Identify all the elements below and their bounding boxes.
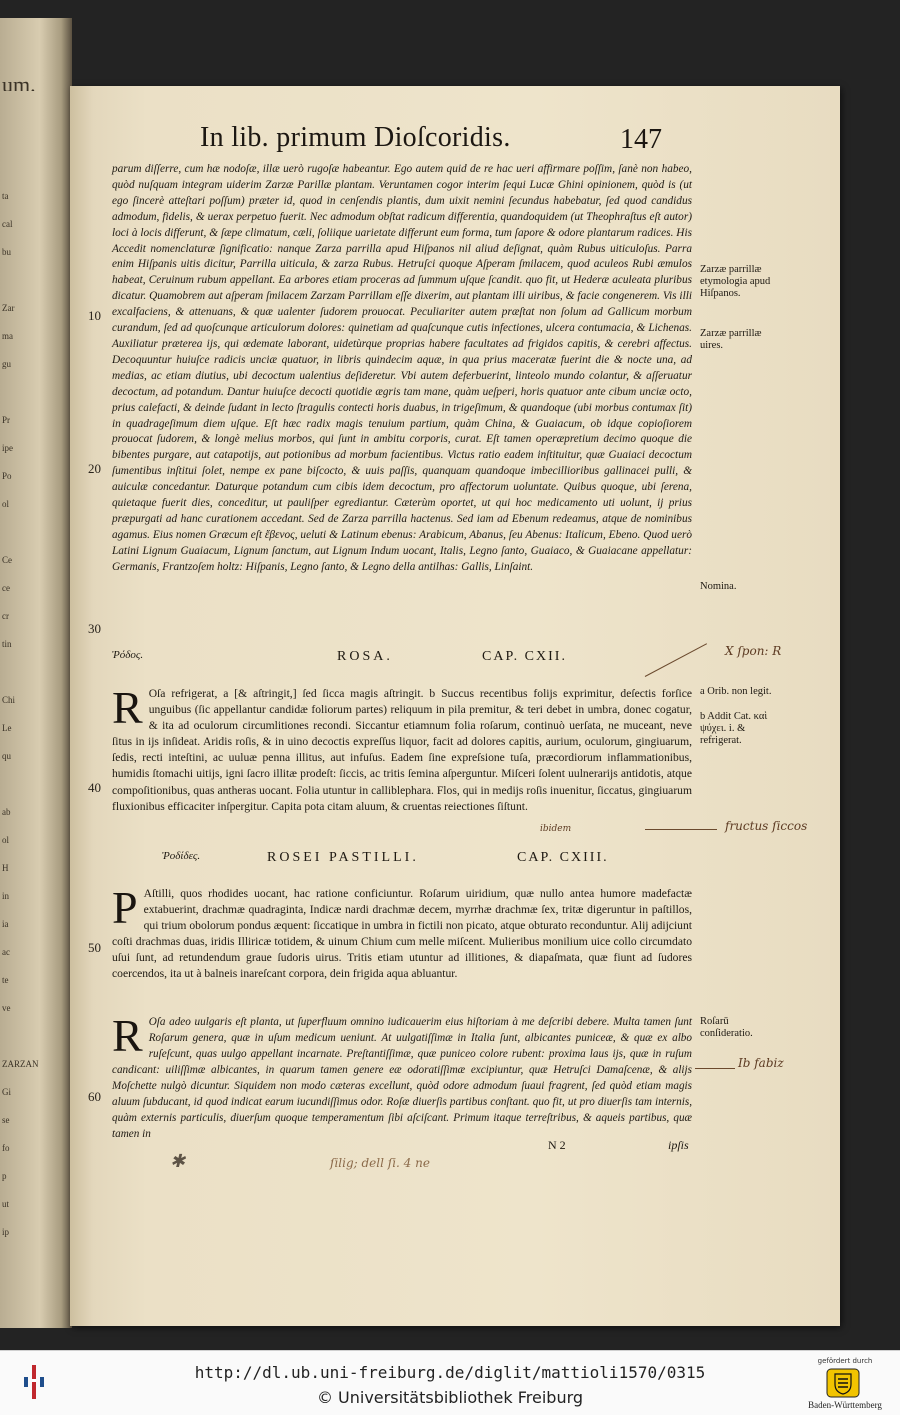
left-page-text-fragment: ia — [2, 919, 9, 929]
pastilli-text: Aſtilli, quos rhodides uocant, hac ratione conficiuntur. Roſarum uiridium, quæ nullo antea humore madefactæ extabuerint, drachmæ quadraginta, Indicæ nardi drachmæ decem, myrrhæ drachmæ ſex, tritæ digeruntur in paſtillos, qui trium obolorum pondus æquent: ſiccatique in umbra in fictili non picato, atque obturato reconduntur. Alij adijciunt coſti drachmas duas, iridis Illiricæ totidem, & uinum Chium cum melle miſcent. Mulieribus monilium uice collo circumdato uſui ſunt, ad retundendum graue ſudoris uirus. Tritis etiam utuntur ad illitiones, & diapaſmata, quæ fiunt ad ſudores coercendos, ita ut à balneis inareſcant corpora, dein frigida aqua abluantur. — [112, 887, 692, 981]
line-number: 60 — [88, 1089, 101, 1104]
left-page-text-fragment: fo — [2, 1143, 10, 1153]
left-page-text-fragment: p — [2, 1171, 7, 1181]
copyright-notice: © Universitätsbibliothek Freiburg — [316, 1388, 584, 1407]
left-page-text-fragment: ol — [2, 835, 10, 845]
handwritten-footer: ſilig; dell ſi. 4 ne — [330, 1156, 430, 1170]
rosa-dropcap: R — [112, 682, 143, 733]
left-page-text-fragment: ac — [2, 947, 10, 957]
line-number: 20 — [88, 461, 101, 476]
left-page-text-fragment: Po — [2, 471, 12, 481]
rosa-title: ROSA. — [337, 649, 393, 664]
left-page-text-fragment: Pr — [2, 415, 11, 425]
handwritten-stroke — [645, 829, 717, 830]
left-page-text-fragment: H — [2, 863, 9, 873]
left-page-text-fragment: bu — [2, 247, 11, 257]
left-page-text-fragment: cr — [2, 611, 9, 621]
running-title: In lib. primum Dioſcoridis. — [200, 122, 511, 153]
handwritten-note: ibidem — [540, 824, 572, 834]
rosa-text-block — [112, 682, 692, 815]
footer-bar — [0, 1350, 900, 1415]
book-page — [70, 86, 840, 1326]
handwritten-note: Ib fabiz — [738, 1056, 784, 1070]
margin-note-rosarum: Roſarū conſideratio. — [700, 1016, 753, 1039]
line-number: 30 — [88, 621, 101, 636]
sponsor-label: gefördert durch — [817, 1357, 873, 1365]
line-number: 40 — [88, 780, 101, 795]
left-page-text-fragment: Le — [2, 723, 12, 733]
left-page-text-fragment: ipe — [2, 443, 13, 453]
ink-blot: ✱ — [170, 1151, 186, 1172]
left-page-text-fragment: gu — [2, 359, 11, 369]
intro-text-block — [112, 162, 692, 576]
pastilli-dropcap: P — [112, 882, 138, 933]
document-url[interactable]: http://dl.ub.uni-freiburg.de/diglit/mattioli1570/0315 — [194, 1363, 706, 1382]
commentary-dropcap: R — [112, 1010, 143, 1061]
handwritten-note: fructus ſiccos — [725, 819, 808, 833]
left-page-text-fragment: ut — [2, 1199, 10, 1209]
rosa-text: Oſa refrigerat, a [& aſtringit,] ſed ſicca magis aſtringit. b Succus recentibus folijs exprimitur, deſectis forſice unguibus (ſic appellantur candidæ foliorum partes) reliquum in pila premitur, & teri debet in umbra, donec cogatur, & ita ad oculorum circumlitiones recondi. Siccantur etiamnum folia roſarum, continuò uerſata, ne muceant, neve ſitus in ijs inſideat. Aridis roſis, & in uino decoctis expreſſus liquor, facit ad dolores capitis, aurium, oculorum, gingiuarum, ſedis, recti inteſtini, ac uuluæ penna illitus, aut infuſus. Eadem ſine expreſsione tuſa, præcordiorum inflammationibus, humidis ſtomachi uitijs, igni ſacro illitæ prodeſt: ſiccis, ac tritis ſemina aſperguntur. Miſceri ſolent uulnerarijs antidotis, atque compoſitionibus, quas antheras uocant. Folia utuntur in calliblephara. Flos, qui in medijs roſis inuenitur, ſiccatus, gingiuarum fluxionibus efficaciter inſpergitur. Capita pota citam aluum, & cruentas reiectiones ſiſtunt. — [112, 687, 692, 813]
rosa-chapter: CAP. CXII. — [482, 649, 567, 664]
left-page-text-fragment: se — [2, 1115, 10, 1125]
margin-note-vires: Zarzæ parrillæ uires. — [700, 328, 762, 351]
pastilli-title: ROSEI PASTILLI. — [267, 850, 419, 865]
left-page-text-fragment: ve — [2, 1003, 11, 1013]
margin-note-nomina: Nomina. — [700, 581, 737, 592]
left-page-text-fragment: um. — [2, 78, 36, 91]
page-number: 147 — [620, 124, 662, 155]
commentary-text-block — [112, 1010, 692, 1142]
left-page-text-fragment: Gi — [2, 1087, 11, 1097]
pastilli-chapter: CAP. CXIII. — [517, 850, 609, 865]
commentary-text: Oſa adeo uulgaris eſt planta, ut ſuperfluum omnino iudicauerim eius hiſtoriam à me deſcribi debere. Multa tamen ſunt Roſarum genera, quæ in uſum medicum ueniunt. At uulgatiſſimæ in Italia ſunt, albicantes puniceæ, & quæ ex albo ruſeſcunt, quas uulgo appellant incarnate. Preſtantiſſimæ, quæ puniceo colore rubent: proxima laus ijs, quæ in ruſum candicant: uiliſſimæ albicantes, in quarum tamen genere eæ odoratiſſimæ excipiuntur, quæ Hetruſci Damaſcenæ, & alijs Moſchette nulgò dicuntur. Siquidem non modo cæteras excellunt, quòd odore admodum ſuaui fragrent, ſed quòd etiam magis aluum ſubducant, id quod indicat earum iucundiſſimus odor. Roſæ diuerſis partibus conſtant. quo fit, ut pro diuerſis tam internis, quàm externis particulis, diuerſum quoque temperamentum ſibi aſciſcant. Primum itaque terreſtribus, & aqueis partibus, quæ tamen in — [112, 1016, 692, 1140]
pastilli-greek-name: Ῥοδίδες. — [162, 850, 201, 862]
left-page-text-fragment: Ce — [2, 555, 12, 565]
left-page-text-fragment: ZARZAN — [2, 1059, 39, 1069]
signature-mark: N 2 — [548, 1138, 566, 1152]
left-page-text-fragment: ce — [2, 583, 10, 593]
line-number: 50 — [88, 940, 101, 955]
rosa-greek-name: Ῥόδος. — [112, 649, 144, 661]
left-page-text-fragment: ma — [2, 331, 13, 341]
left-page-text-fragment: in — [2, 891, 10, 901]
left-page-text-fragment: cal — [2, 219, 13, 229]
pastilli-text-block — [112, 882, 692, 983]
left-page-text-fragment: ip — [2, 1227, 10, 1237]
handwritten-note: X ſpon: R — [725, 644, 782, 658]
left-page-text-fragment: ta — [2, 191, 9, 201]
margin-note-rosa-b: b Addit Cat. καὶ ψύχει. i. & refrigerat. — [700, 711, 768, 746]
line-number: 10 — [88, 308, 101, 323]
pastilli-heading — [112, 850, 692, 870]
margin-note-rosa-a: a Orib. non legit. — [700, 686, 772, 697]
left-page-text-fragment: ab — [2, 807, 11, 817]
left-page-text-fragment: te — [2, 975, 9, 985]
rosa-heading — [112, 649, 692, 669]
left-page-text-fragment: tin — [2, 639, 12, 649]
catchword: ipſis — [668, 1138, 689, 1152]
left-page-text-fragment: qu — [2, 751, 11, 761]
margin-note-etymology: Zarzæ parrillæ etymologia apud Hiſpanos. — [700, 264, 771, 299]
left-page-text-fragment: ol — [2, 499, 10, 509]
sponsor-name: Baden-Württemberg — [808, 1400, 882, 1410]
baden-wuerttemberg-seal-icon — [826, 1368, 860, 1398]
left-page-text-fragment: Chi — [2, 695, 16, 705]
left-page-text-fragment: Zar — [2, 303, 15, 313]
left-page-edge — [0, 18, 72, 1328]
handwritten-stroke — [695, 1068, 735, 1069]
intro-text: parum diſſerre, cum hæ nodoſæ, illæ uerò rugoſæ habeantur. Ego autem quid de re hac ueri affirmare poſſim, ſanè non habeo, quòd nuſquam integram uiderim Zarzæ Parillæ plantam. Veruntamen cogor interim ſequi Lucæ Ghini opinionem, quòd is (ut ego ſincerè atteſtari poſſum) præter id, quod in cenſendis plantis, dum uixit nemini ſecundus habebatur, ſed quod candidus admodum, fidelis, & uerax perpetuo fuerit. Nec admodum obſtat radicum differentia, quandoquidem (ut Theophraſtus eſt autor) loci à locis differunt, & ſæpe climatum, cæli, ſoliique uarietate differunt eum forma, tum ſapore & odore plantarum radices. His Accedit nomenclaturæ ſignificatio: nanque Zarza parrilla apud Hiſpanos nil aliud deſignat, quàm Rubus uiticuloſus. Parra enim Hiſpanis uitis dicitur, Parrilla uiticula, & zarza Rubus. Hetruſci quoque Aſperam ſmilacem, quod aculeos Rubi æmulos habeat, Ceruinum rubum appellant. Ea arbores etiam proceras ad ſummum uſque ſcandit. quo fit, ut Hederæ aculeata pluribus dicatur. Quamobrem aut aſperam ſmilacem Zarzam Parrillam eſſe dixerim, aut plantam illi uiribus, & facie congenerem. Vis illi excalfaciens, & attenuans, & quæ ualenter ſudorem prouocat. Peculiariter autem præſtat non ſolum ad Gallicum morbum curandum, ſed ad quoſcunque articulorum dolores: quinetiam ad quaſcunque cutis infectiones, ulcera contumacia, & Lichenas. Auxiliatur præterea ijs, qui œdemate laborant, uidetùrque proprias habere facultates ad frigidos capitis, & cerebri affectus. Decoquuntur huiuſce radicis unciæ quatuor, in libris quindecim aquæ, in qua prius maceratæ fuerint die & nocte una, ad medias, ac etiam diutius, ubi decoctum ualentius deſideretur. Vbi autem deferbuerint, linteolo mundo colantur, & aſſeruatur decoctum, ad potandum. Dantur huiuſce decocti quotidie ægris tam mane, quàm ueſperi, horis quatuor ante cibum unciæ octo, prius calefacti, & deinde ſudant in lecto ſtragulis contecti horis duabus, in trigeſimum, & quandoque (ubi morbus contumax ſit) in quadrageſimum diem uſque. Eſt hæc radix magis tenuium partium, quàm China, & Guaiacum, ob idque copioſiorem prouocat ſudorem, & longè melius morbos, qui ſunt in ambitu corporis, curat. Eſt tamen operæpretium decimo quoque die bibentes purgare, aut catapotijs, aut potionibus ad morbum facientibus. Victus ratio eadem inſtituitur, quæ Guaiaci decoctum ſumentibus inſtitui ſolet, nempe ex pane biſcocto, & uuis paſſis, quanquam quandoque imbecillioribus gallinacei pulli, & auiculæ concedantur. Daturque potandum cum cibis idem decoctum, pro affectorum uoluntate. Quibus quoque, ubi ſerena, quietaque fuerit dies, conceditur, ut pauliſper egrediantur. Cæterùm oportet, ut qui hoc medicamento uti uolunt, ij prius præpurgati ad hanc curationem accedant. Sed de Zarza parrilla hactenus. Sed iam ad Ebenum redeamus, atque de nominibus agamus. Eius nomen Græcum eſt ἔβενος, ueluti & Latinum ebenus: Arabicum, Abanus, ſeu Abenus: Italicum, Ebeno. Quod uerò Latini Lignum Guaiacum, Lignum ſanctum, aut Lignum Indum uocant, Italis, Legno ſanto, Guaiaco, & Guaiacane appellatur: Germanis, Frantzoſem holtz: Hiſpanis, Legno ſanto, & Legno della antilhas: Gallis, Linſaint. — [112, 163, 692, 573]
